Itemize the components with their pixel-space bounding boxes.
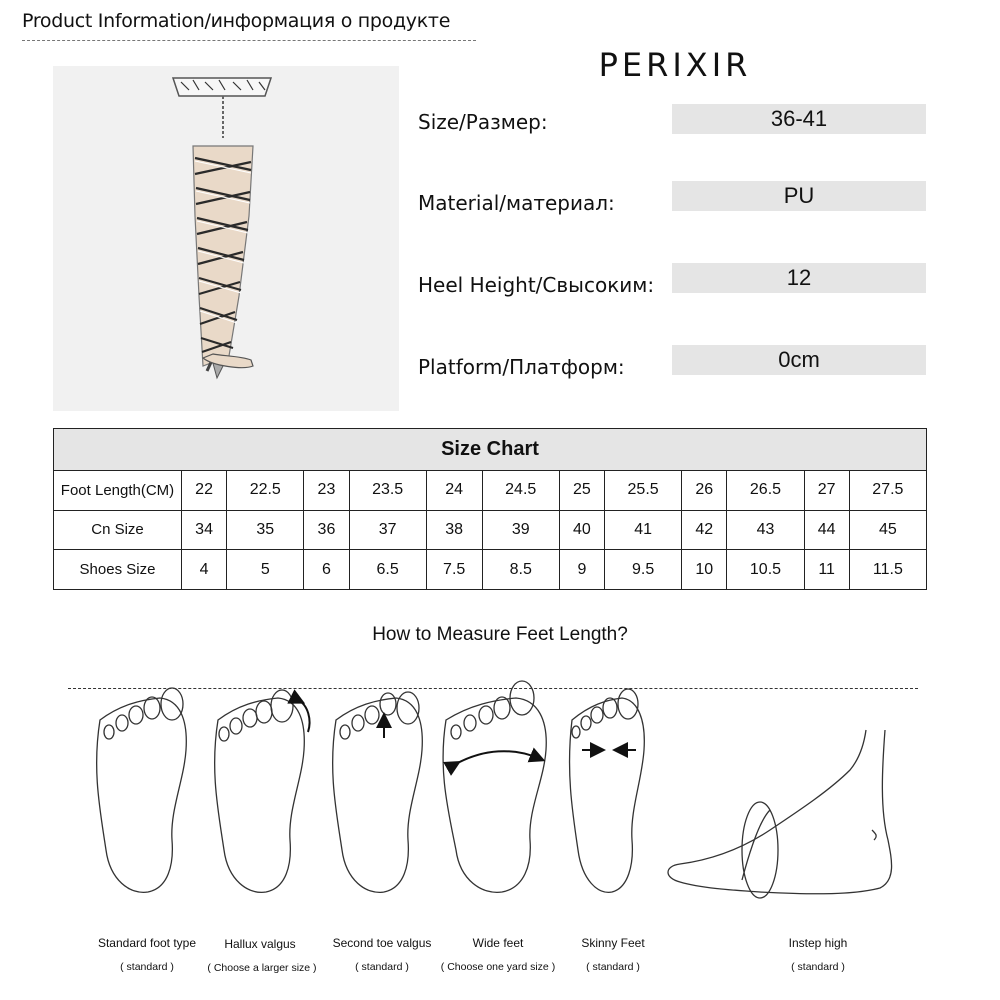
table-cell: 6.5 (349, 550, 426, 590)
table-row (54, 550, 927, 590)
spec-material-label: Material/материал: (418, 191, 615, 215)
table-cell: 24 (426, 471, 482, 511)
caption-instep-note: ( standard ) (791, 961, 845, 973)
table-cell: 25 (559, 471, 604, 511)
table-cell: 10 (682, 550, 727, 590)
product-image (53, 66, 399, 411)
feet-illustrations (0, 660, 1000, 930)
caption-hallux: Hallux valgus (224, 937, 296, 951)
table-row (54, 510, 927, 550)
caption-instep: Instep high (788, 936, 848, 950)
table-cell: 7.5 (426, 550, 482, 590)
spec-size-value: 36-41 (672, 104, 926, 134)
table-cell: 38 (426, 510, 482, 550)
table-cell: 22.5 (227, 471, 304, 511)
foot-wide (443, 681, 546, 892)
row-label: Cn Size (54, 510, 182, 550)
table-cell: 23 (304, 471, 349, 511)
table-cell: 9 (559, 550, 604, 590)
table-cell: 11 (804, 550, 849, 590)
row-label: Foot Length(CM) (54, 471, 182, 511)
header-divider (22, 40, 476, 41)
caption-standard: Standard foot type (97, 936, 197, 950)
table-cell: 8.5 (482, 550, 559, 590)
table-cell: 24.5 (482, 471, 559, 511)
table-cell: 25.5 (604, 471, 681, 511)
spec-heel-label: Heel Height/Свысоким: (418, 273, 655, 297)
caption-wide-note: ( Choose one yard size ) (440, 961, 556, 973)
spec-platform-label: Platform/Платформ: (418, 355, 625, 379)
size-chart-table (53, 428, 927, 590)
caption-second-toe-note: ( standard ) (355, 961, 409, 973)
spec-size-label: Size/Размер: (418, 110, 548, 134)
table-cell: 22 (182, 471, 227, 511)
caption-skinny: Skinny Feet (581, 936, 645, 950)
table-cell: 5 (227, 550, 304, 590)
table-cell: 42 (682, 510, 727, 550)
table-cell: 4 (182, 550, 227, 590)
foot-instep-high (668, 730, 892, 898)
table-cell: 39 (482, 510, 559, 550)
table-cell: 27 (804, 471, 849, 511)
foot-second-toe-valgus (333, 692, 423, 892)
caption-skinny-note: ( standard ) (586, 961, 640, 973)
table-cell: 41 (604, 510, 681, 550)
table-cell: 26 (682, 471, 727, 511)
foot-standard (97, 688, 187, 892)
caption-wide: Wide feet (472, 936, 524, 950)
brand-name: PERIXIR (598, 46, 752, 84)
table-cell: 44 (804, 510, 849, 550)
measure-title: How to Measure Feet Length? (372, 624, 628, 645)
table-cell: 9.5 (604, 550, 681, 590)
spec-material-value: PU (672, 181, 926, 211)
table-cell: 40 (559, 510, 604, 550)
table-cell: 43 (727, 510, 804, 550)
page-header-title: Product Information/информация о продукте (22, 10, 451, 32)
table-cell: 36 (304, 510, 349, 550)
table-cell: 35 (227, 510, 304, 550)
caption-hallux-note: ( Choose a larger size ) (207, 962, 317, 974)
row-label: Shoes Size (54, 550, 182, 590)
table-cell: 10.5 (727, 550, 804, 590)
size-chart-title: Size Chart (54, 429, 927, 471)
table-cell: 26.5 (727, 471, 804, 511)
table-cell: 11.5 (849, 550, 926, 590)
caption-standard-note: ( standard ) (120, 961, 174, 973)
foot-skinny (570, 689, 645, 892)
foot-hallux-valgus (215, 690, 310, 892)
spec-heel-value: 12 (672, 263, 926, 293)
table-cell: 37 (349, 510, 426, 550)
spec-platform-value: 0cm (672, 345, 926, 375)
table-cell: 6 (304, 550, 349, 590)
caption-second-toe: Second toe valgus (332, 936, 432, 950)
table-cell: 34 (182, 510, 227, 550)
table-cell: 23.5 (349, 471, 426, 511)
table-cell: 45 (849, 510, 926, 550)
table-row (54, 471, 927, 511)
table-cell: 27.5 (849, 471, 926, 511)
